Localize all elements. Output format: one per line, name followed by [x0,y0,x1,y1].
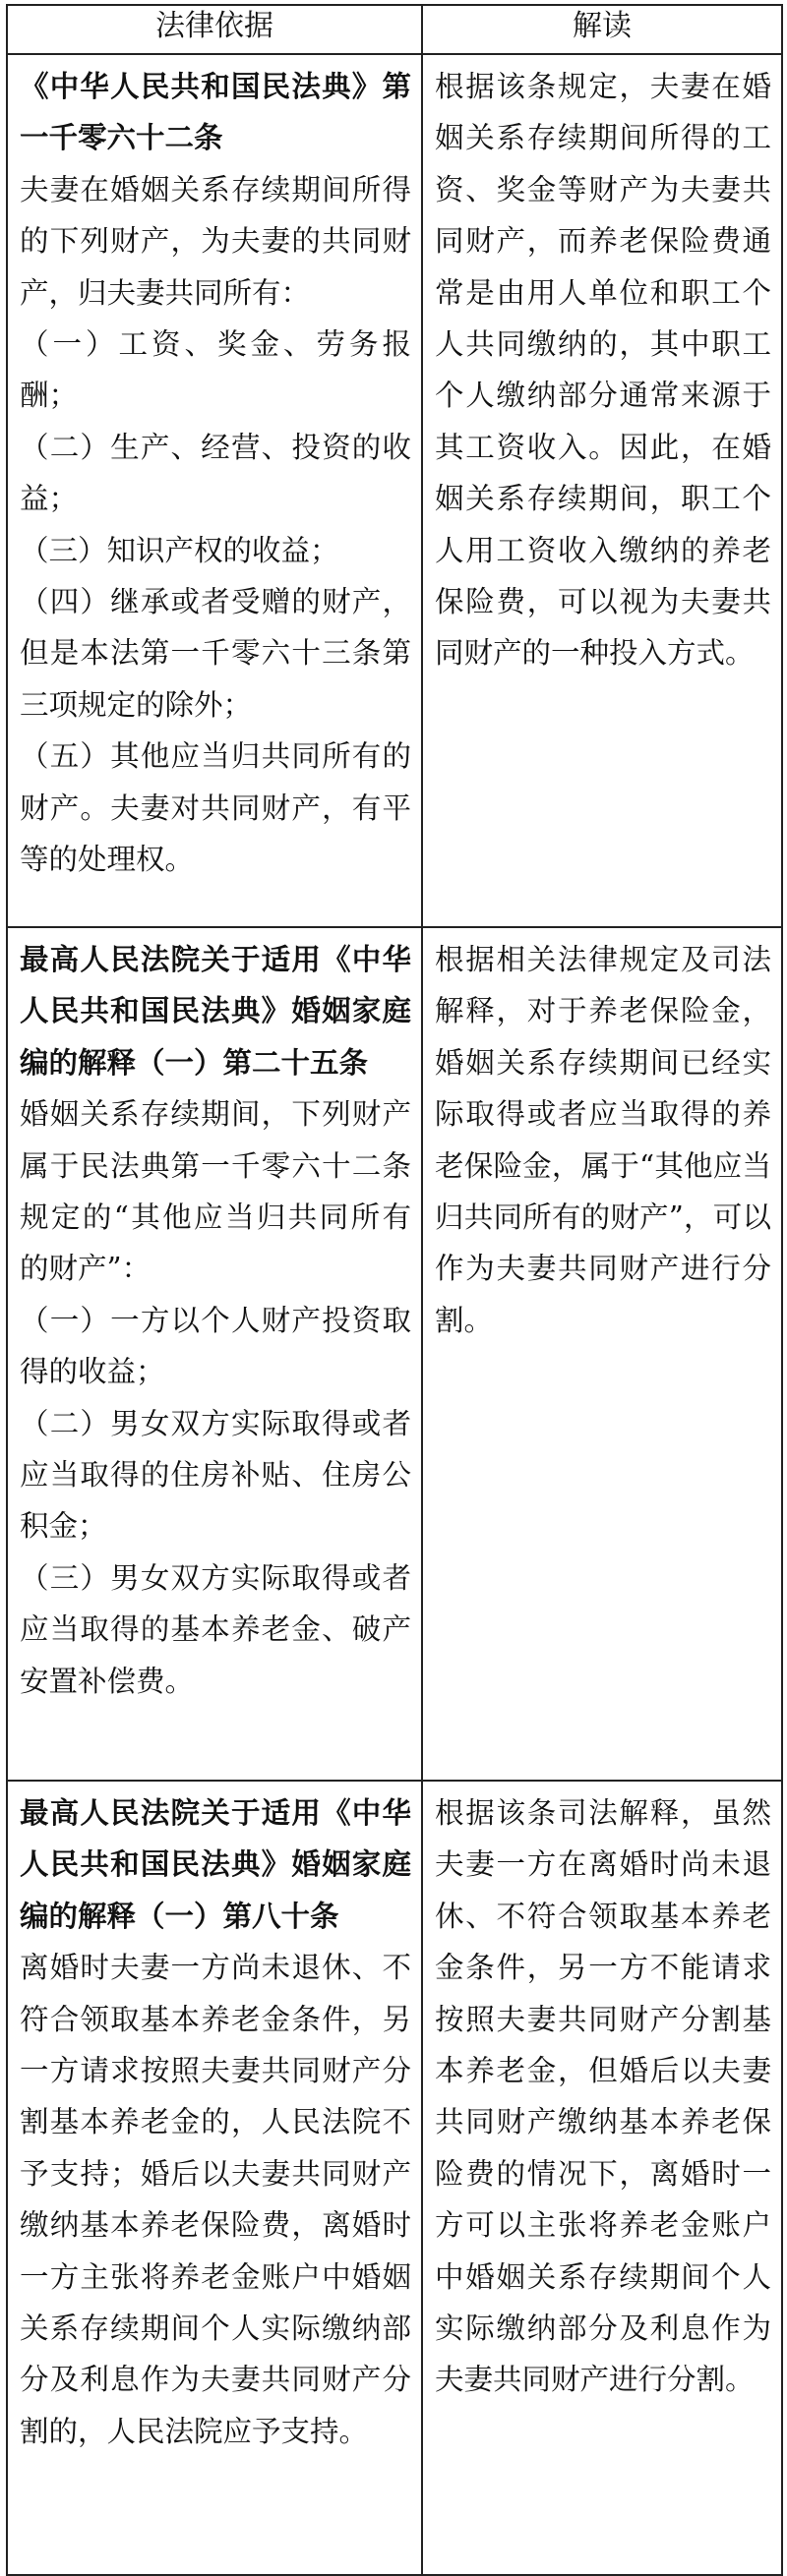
interpretation-text: 根据该条规定，夫妻在婚姻关系存续期间所得的工资、奖金等财产为夫妻共同财产，而养老保险费通常是由用人单位和职工个人共同缴纳的，其中职工个人缴纳部分通常来源于其工资收入。因此，在婚姻关系存续期间，职工个人用工资收入缴纳的养老保险费，可以视为夫妻共同财产的一种投入方式。 [435,70,771,671]
law-paragraph: （一）工资、奖金、劳务报酬； [20,327,411,413]
law-paragraph: （五）其他应当归共同所有的财产。夫妻对共同财产，有平等的处理权。 [20,739,411,877]
legal-basis-cell [7,54,422,927]
law-paragraph: （一）一方以个人财产投资取得的收益； [20,1303,411,1389]
law-title: 《中华人民共和国民法典》第一千零六十二条 [20,69,411,155]
table-header-row [7,5,782,54]
law-title: 最高人民法院关于适用《中华人民共和国民法典》婚姻家庭编的解释（一）第二十五条 [20,942,411,1080]
law-paragraph: （二）男女双方实际取得或者应当取得的住房补贴、住房公积金； [20,1406,411,1544]
law-paragraph: 夫妻在婚姻关系存续期间所得的下列财产，为夫妻的共同财产，归夫妻共同所有： [20,172,411,310]
law-title: 最高人民法院关于适用《中华人民共和国民法典》婚姻家庭编的解释（一）第八十条 [20,1795,411,1933]
law-paragraph: （三）知识产权的收益； [20,533,339,567]
table-row [7,1781,782,2575]
interpretation-text: 根据相关法律规定及司法解释，对于养老保险金，婚姻关系存续期间已经实际取得或者应当取得的养老保险金，属于“其他应当归共同所有的财产”，可以作为夫妻共同财产进行分割。 [435,943,771,1337]
table-row [7,54,782,927]
law-paragraph: （四）继承或者受赠的财产，但是本法第一千零六十三条第三项规定的除外； [20,585,411,722]
legal-basis-cell [7,1781,422,2575]
law-paragraph: （二）生产、经营、投资的收益； [20,430,411,516]
law-paragraph: 婚姻关系存续期间，下列财产属于民法典第一千零六十二条规定的“其他应当归共同所有的财产”： [20,1097,411,1286]
interpretation-cell [422,927,782,1781]
header-interpretation: 解读 [422,5,782,54]
law-interpretation-table [6,4,783,2576]
legal-basis-cell [7,927,422,1781]
table-row [7,927,782,1781]
interpretation-text: 根据该条司法解释，虽然夫妻一方在离婚时尚未退休、不符合领取基本养老金条件，另一方不能请求按照夫妻共同财产分割基本养老金，但婚后以夫妻共同财产缴纳基本养老保险费的情况下，离婚时一方可以主张将养老金账户中婚姻关系存续期间个人实际缴纳部分及利息作为夫妻共同财产进行分割。 [435,1796,771,2397]
header-legal-basis: 法律依据 [7,5,422,54]
law-paragraph: （三）男女双方实际取得或者应当取得的基本养老金、破产安置补偿费。 [20,1560,411,1698]
interpretation-cell [422,1781,782,2575]
interpretation-cell [422,54,782,927]
law-paragraph: 离婚时夫妻一方尚未退休、不符合领取基本养老金条件，另一方请求按照夫妻共同财产分割基本养老金的，人民法院不予支持；婚后以夫妻共同财产缴纳基本养老保险费，离婚时一方主张将养老金账户中婚姻关系存续期间个人实际缴纳部分及利息作为夫妻共同财产分割的，人民法院应予支持。 [20,1951,411,2448]
